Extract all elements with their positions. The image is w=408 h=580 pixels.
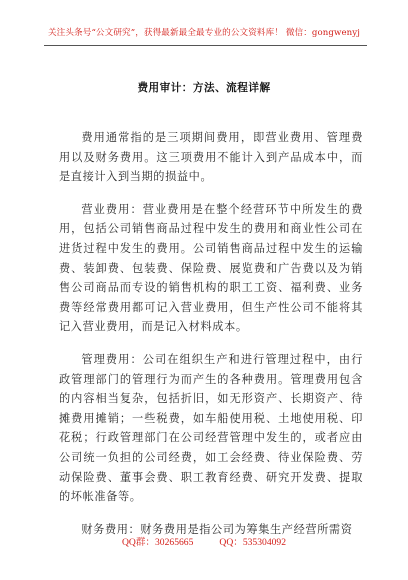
header-promo-note: 关注头条号“公文研究”，获得最新最全最专业的公文资料库！ 微信：gongwenyj bbox=[47, 28, 361, 38]
paragraph-financial-expenses: 财务费用：财务费用是指公司为筹集生产经营所需资 bbox=[81, 522, 353, 536]
document-title: 费用审计：方法、流程详解 bbox=[137, 82, 271, 94]
paragraph-operating-expenses: 营业费用：营业费用是在整个经营环节中所发生的费用，包括公司销售商品过程中发生的费用和商业性公司在进货过程中发生的费用。公司销售商品过程中发生的运输费、装卸费、包装费、保险费、展览费和广告费以及为销售公司商品而专设的销售机构的职工工资、福利费、业务费等经常费用都可记入营业费用，但生产性公司不能将其记入营业费用，而是记入材料成本。 bbox=[59, 202, 363, 334]
paragraph-administrative-expenses: 管理费用：公司在组织生产和进行管理过程中，由行政管理部门的管理行为而产生的各种费用。管理费用包含的内容相当复杂，包括折旧，如无形资产、长期资产、待摊费用摊销；一些税费，如车船使用税、土地使用税、印花税；行政管理部门在公司经营管理中发生的，或者应由公司统一负担的公司经费，如工会经费、待业保险费、劳动保险费、董事会费、职工教育经费、研究开发费、提取的坏帐准备等。 bbox=[59, 352, 363, 504]
footer-qq-number: QQ：535304092 bbox=[219, 537, 287, 548]
footer-qq-group: QQ群：30265665 bbox=[121, 537, 194, 548]
paragraph-intro: 费用通常指的是三项期间费用，即营业费用、管理费用以及财务费用。这三项费用不能计入到产品成本中，而是直接计入到当期的损益中。 bbox=[59, 131, 363, 184]
header-divider bbox=[44, 45, 367, 46]
footer-contacts bbox=[0, 534, 408, 548]
document-body bbox=[59, 128, 363, 552]
